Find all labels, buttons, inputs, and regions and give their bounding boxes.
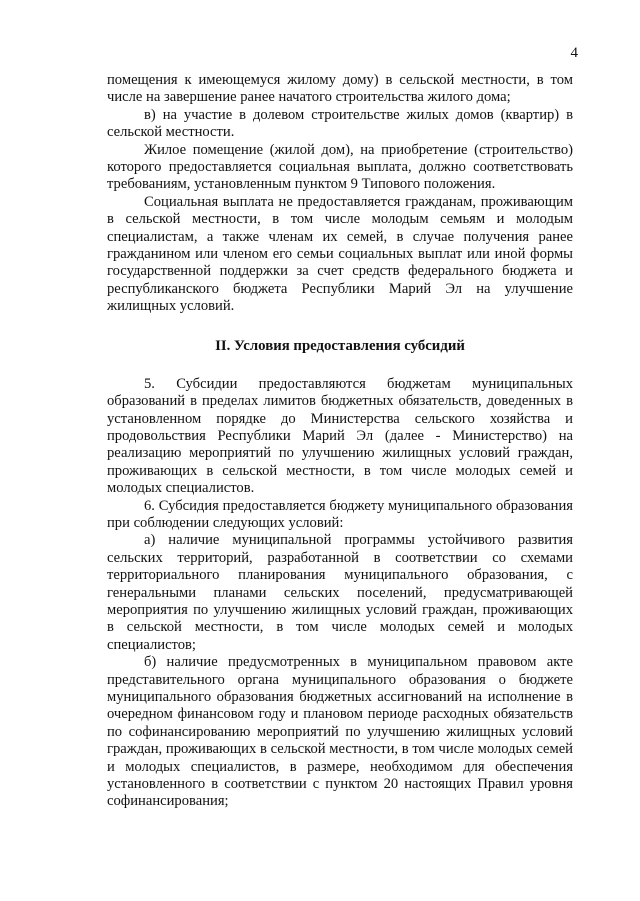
section-heading-subsidy-conditions: II. Условия предоставления субсидий: [215, 337, 465, 354]
paragraph-item-b-budget-allocations: б) наличие предусмотренных в муниципальном правовом акте представительного органа муниципального образования о бюджете муниципального образования бюджетных ассигнований на исполнение в очередном финансовом году и плановом периоде расходных обязательств по софинансированию мероприятий по улучшению жилищных условий граждан, проживающих в сельской местности, в том числе молодых семей и молодых специалистов, в размере, необходимом для обеспечения установленного в соответствии с пунктом 20 настоящих Правил уровня софинансирования;: [107, 654, 573, 810]
paragraph-clause-6: 6. Субсидия предоставляется бюджету муниципального образования при соблюдении следующих условий:: [107, 497, 573, 531]
document-body: [107, 72, 573, 811]
paragraph-item-a-municipal-program: а) наличие муниципальной программы устойчивого развития сельских территорий, разработанной в соответствии со схемами территориального планирования муниципального образования, с генеральными планами сельских поселений, предусматривающей мероприятия по улучшению жилищных условий граждан, проживающих в сельской местности, в том числе молодых семей и молодых специалистов;: [107, 532, 573, 653]
paragraph-clause-5: 5. Субсидии предоставляются бюджетам муниципальных образований в пределах лимитов бюджетных обязательств, доведенных в установленном порядке до Министерства сельского хозяйства и продовольствия Республики Марий Эл (далее - Министерство) на реализацию мероприятий по улучшению жилищных условий граждан, проживающих в сельской местности, в том числе молодых семей и молодых специалистов.: [107, 375, 573, 497]
paragraph-item-v-shared-construction: в) на участие в долевом строительстве жилых домов (квартир) в сельской местности.: [107, 106, 573, 141]
paragraph-dwelling-requirements: Жилое помещение (жилой дом), на приобретение (строительство) которого предоставляется социальная выплата, должно соответствовать требованиям, установленным пунктом 9 Типового положения.: [107, 141, 573, 193]
paragraph-dwelling-extension: помещения к имеющемуся жилому дому) в сельской местности, в том числе на завершение ранее начатого строительства жилого дома;: [107, 72, 573, 106]
paragraph-payment-not-provided: Социальная выплата не предоставляется гражданам, проживающим в сельской местности, в том числе молодым семьям и молодым специалистам, а также членам их семей, в случае получения ранее гражданином или членом его семьи социальных выплат или иной формы государственной поддержки за счет средств федерального бюджета и республиканского бюджета Республики Марий Эл на улучшение жилищных условий.: [107, 193, 573, 315]
page-number: 4: [570, 45, 578, 61]
